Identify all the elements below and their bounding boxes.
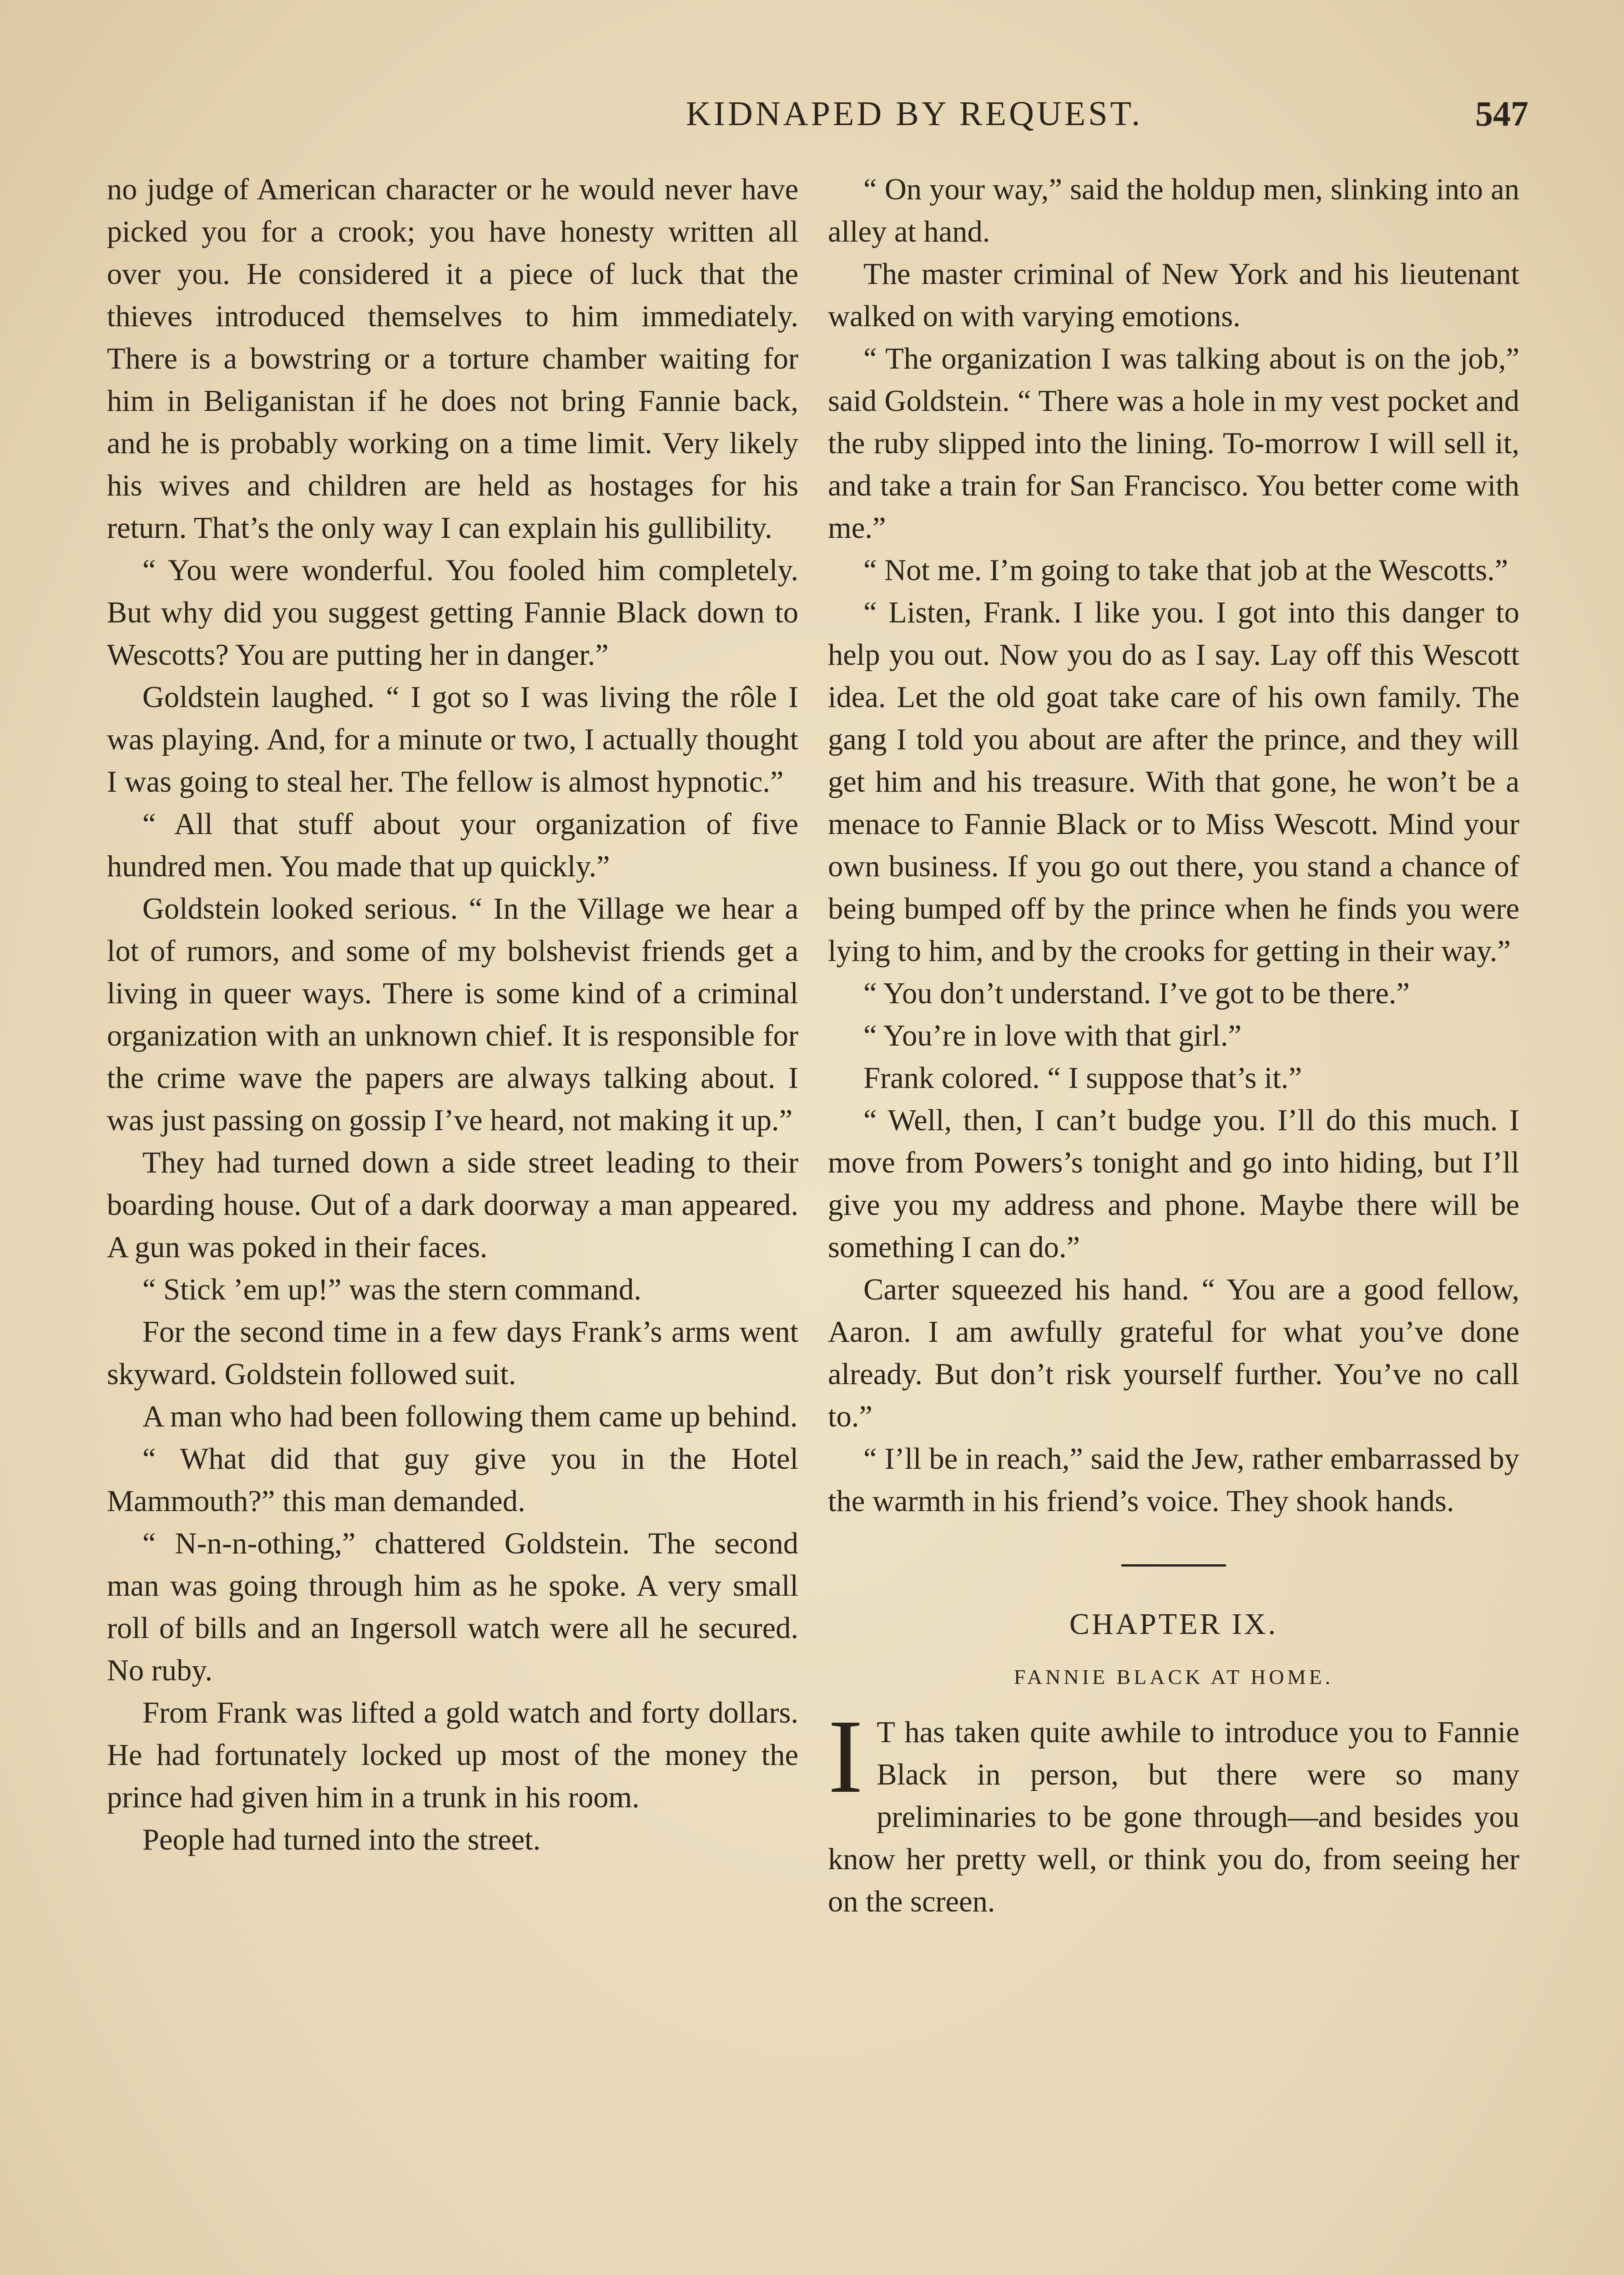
paragraph: “ N-n-n-othing,” chattered Goldstein. The second man was going through him as he spoke. A very small roll of bills and an Ingersoll watch were all he secured. No ruby. — [107, 1527, 798, 1687]
drop-cap: I — [828, 1698, 863, 1815]
paragraph: A man who had been following them came up behind. — [142, 1400, 798, 1433]
paragraph: “ Well, then, I can’t budge you. I’ll do this much. I move from Powers’s tonight and go into hiding, but I’ll give you my address and phone. Maybe there will be something I can do.” — [828, 1104, 1519, 1264]
paragraph: “ What did that guy give you in the Hotel Mammouth?” this man demanded. — [107, 1442, 798, 1518]
paragraph: “ I’ll be in reach,” said the Jew, rather embarrassed by the warmth in his friend’s voice. They shook hands. — [828, 1442, 1519, 1518]
paragraph: Goldstein laughed. “ I got so I was living the rôle I was playing. And, for a minute or two, I actually thought I was going to steal her. The fellow is almost hypnotic.” — [107, 681, 798, 799]
paragraph: “ You don’t understand. I’ve got to be there.” — [863, 977, 1410, 1010]
paragraph: “ On your way,” said the holdup men, slinking into an alley at hand. — [828, 173, 1519, 248]
paragraph: Goldstein looked serious. “ In the Village we hear a lot of rumors, and some of my bolshevist friends get a living in queer ways. There is some kind of a criminal organization with an unknown chief. It is responsible for the crime wave the papers are always talking about. I was just passing on gossip I’ve heard, not making it up.” — [107, 892, 798, 1137]
paragraph: The master criminal of New York and his lieutenant walked on with varying emotions. — [828, 258, 1519, 333]
paragraph: “ All that stuff about your organization of five hundred men. You made that up quickly.” — [107, 808, 798, 883]
paragraph: For the second time in a few days Frank’s arms went skyward. Goldstein followed suit. — [107, 1315, 798, 1391]
paragraph: “ Stick ’em up!” was the stern command. — [142, 1273, 641, 1306]
chapter-opening-paragraph — [828, 1698, 1519, 1923]
left-column — [107, 168, 798, 1861]
paragraph: no judge of American character or he would never have picked you for a crook; you have honesty written all over you. He considered it a piece of luck that the thieves introduced themselves to him immediately. There is a bowstring or a torture chamber waiting for him in Beliganistan if he does not bring Fannie back, and he is probably working on a time limit. Very likely his wives and children are held as hostages for his return. That’s the only way I can explain his gullibility. — [107, 173, 798, 545]
running-title: KIDNAPED BY REQUEST. — [686, 95, 1143, 133]
section-divider — [1121, 1564, 1226, 1567]
paragraph: “ Not me. I’m going to take that job at the Wescotts.” — [863, 554, 1508, 587]
paragraph: They had turned down a side street leading to their boarding house. Out of a dark doorway a man appeared. A gun was poked in their faces. — [107, 1146, 798, 1264]
paragraph: “ You were wonderful. You fooled him completely. But why did you suggest getting Fannie Black down to Wescotts? You are putting her in danger.” — [107, 554, 798, 672]
chapter-heading: CHAPTER IX. — [1069, 1608, 1278, 1641]
paragraph: “ The organization I was talking about is on the job,” said Goldstein. “ There was a hole in my vest pocket and the ruby slipped into the lining. To-morrow I will sell it, and take a train for San Francisco. You better come with me.” — [828, 342, 1519, 545]
paragraph: People had turned into the street. — [142, 1823, 541, 1856]
page-header — [105, 89, 1528, 139]
chapter-subtitle: FANNIE BLACK AT HOME. — [1014, 1665, 1334, 1689]
chapter-opening-text: T has taken quite awhile to introduce you to Fannie Black in person, but there were so many preliminaries to be gone through—and besides you know her pretty well, or think you do, from seeing her on the screen. — [828, 1716, 1519, 1918]
paragraph: “ You’re in love with that girl.” — [863, 1019, 1242, 1052]
paragraph: From Frank was lifted a gold watch and forty dollars. He had fortunately locked up most of the money the prince had given him in a trunk in his room. — [107, 1696, 798, 1814]
paragraph: “ Listen, Frank. I like you. I got into this danger to help you out. Now you do as I say. Lay off this Wescott idea. Let the old goat take care of his own family. The gang I told you about are after the prince, and they will get him and his treasure. With that gone, he won’t be a menace to Fannie Black or to Miss Wescott. Mind your own business. If you go out there, you stand a chance of being bumped off by the prince when he finds you were lying to him, and by the crooks for getting in their way.” — [828, 596, 1519, 968]
paragraph: Frank colored. “ I suppose that’s it.” — [863, 1062, 1302, 1095]
page-number: 547 — [1475, 94, 1528, 133]
right-column — [828, 168, 1519, 1923]
paragraph: Carter squeezed his hand. “ You are a good fellow, Aaron. I am awfully grateful for what you’ve done already. But don’t risk yourself further. You’ve no call to.” — [828, 1273, 1519, 1433]
